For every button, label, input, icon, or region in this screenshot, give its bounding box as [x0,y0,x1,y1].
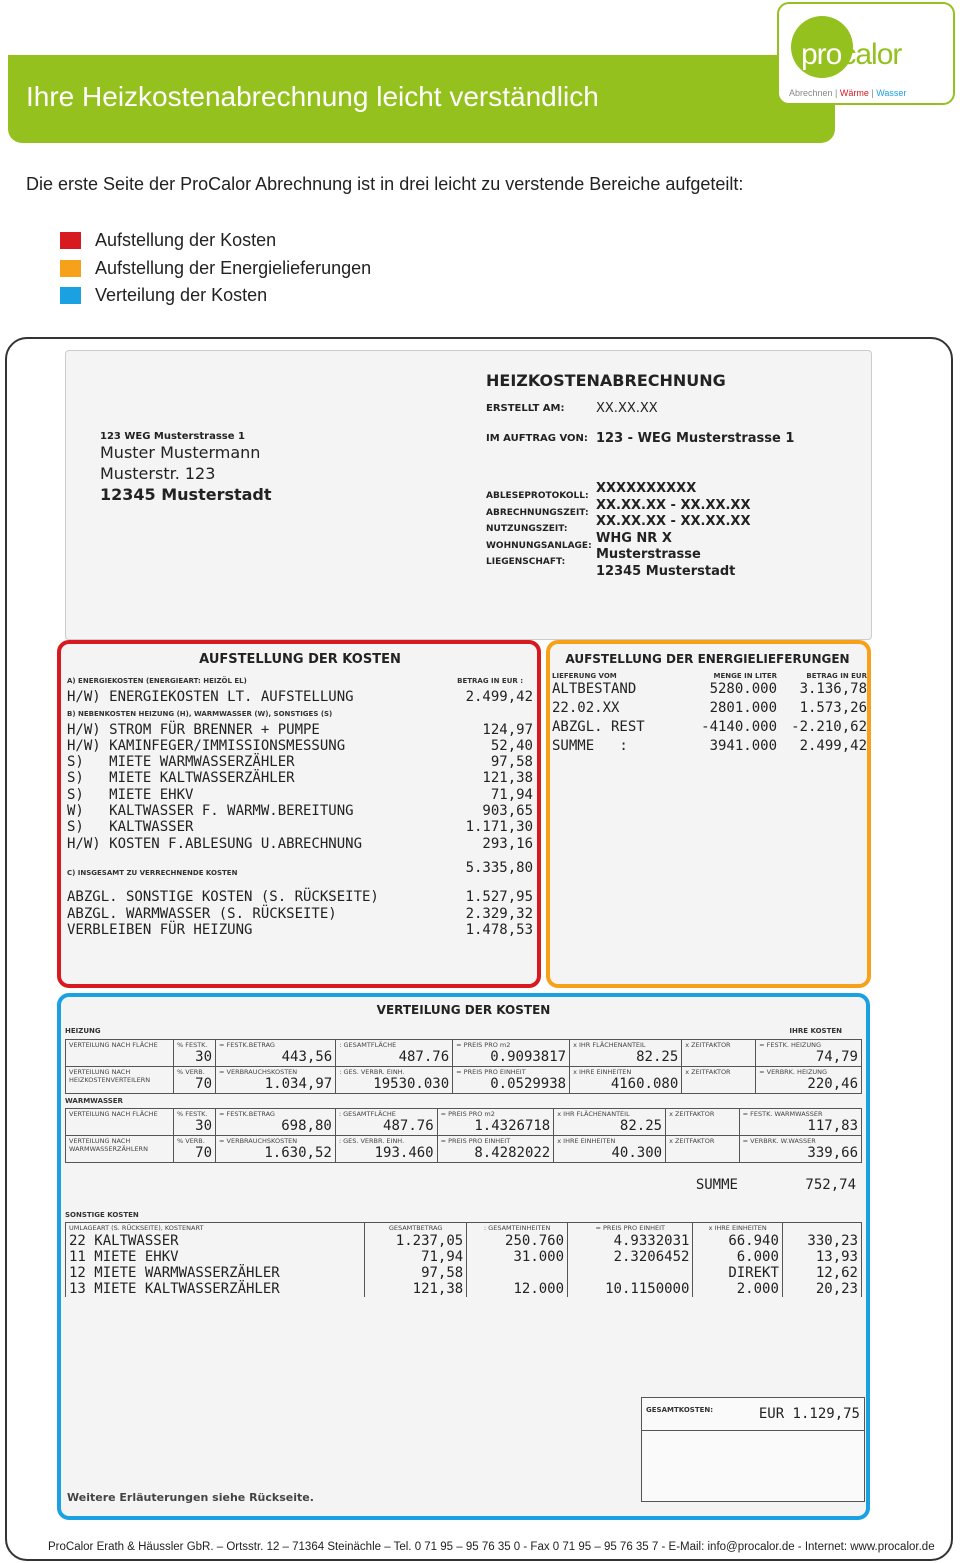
sonstige-cell: 330,23 [782,1233,861,1249]
meta-row [486,514,751,534]
verteilung-cell [682,1040,756,1067]
verteilung-row [66,1067,862,1094]
cell-value: 82.25 [619,1118,663,1135]
verteilung-cell [336,1040,453,1067]
verteilung-kosten: VERTEILUNG DER KOSTEN HEIZUNG IHRE KOSTEN VERTEILUNG NACH FLÄCHE % FESTK. 30 = FESTK.BETRAG 443,56 : GESAMTFLÄCHE 487.76 = PREIS PRO m2 0.9093817 x IHR FLÄCHENANTEIL 82.25 x ZEITFAKTOR = FESTK. HEIZUNG 74,79 VERTEILUNG NACH HEIZKOSTENVERTEILERN % VERB. 70 = VERBRAUCHSKOSTEN 1.034,97 : GES. VERBR. EINH. 19530.030 = PREIS PRO EINHEIT 0.0529938 x IHRE EINHEITEN 4160.080 x ZEITFAKTOR = VERBRK. HEIZUNG 220,46 WARMWASSER VERTEILUNG NACH FLÄCHE % FESTK. 30 = FESTK.BETRAG 698,80 : GESAMTFLÄCHE 487.76 = PREIS PRO m2 1.4326718 x IHR FLÄCHENANTEIL 82.25 x ZEITFAKTOR = FESTK. WARMWASSER 117,83 VERTEILUNG NACH WARMWASSERZÄHLERN % VERB. 70 = VERBRAUCHSKOSTEN 1.630,52 : GES. VERBR. EINH. 193.460 = PREIS PRO EINHEIT 8.4282022 x IHRE EINHEITEN 40.300 x ZEITFAKTOR = VERBRK. W.WASSER 339,66 SUMME 752,74 SONSTIGE KOSTEN UMLAGEART (S. RÜCKSEITE), KOSTENART GESAMTBETRAG : GESAMTEINHEITEN = PREIS PRO EINHEIT x IHRE EINHEITEN 22 KALTWASSER 1.237,05 250.760 4.9332031 66.940 330,23 11 MIETE EHKV 71,94 31.000 2.3206452 6.000 13,93 12 MIETE WARMWASSERZÄHLER 97,58 DIREKT 12,62 13 MIETE KALTWASSERZÄHLER 121,38 12.000 10.1150000 2.000 20,23 GESAMTKOSTEN: EUR 1.129,75 Weitere Erläuterungen siehe Rückseite. [57,993,870,1520]
cost-label: W) KALTWASSER F. WARMW.BEREITUNG [67,803,354,820]
verteilung-cell [174,1109,216,1136]
sonstige-cell: 2.3206452 [568,1249,693,1265]
energie-cell: 22.02.XX [552,700,620,716]
sonstige-cell: 2.000 [693,1281,782,1297]
cell-label: = VERBRK. W.WASSER [742,1137,816,1146]
sonstige-row [66,1233,862,1249]
cell-value: 30 [195,1049,212,1066]
cell-label: x IHRE EINHEITEN [557,1137,616,1146]
cost-value: 2.499,42 [465,689,533,706]
cost-value: 293,16 [482,835,533,852]
cell-label: x ZEITFAKTOR [685,1068,731,1077]
verteilung-cell [453,1067,570,1094]
verteilung-label-text: VERTEILUNG NACH WARMWASSERZÄHLERN [69,1137,148,1154]
meta-key: WOHNUNGSANLAGE: [486,540,592,551]
cell-value: 70 [195,1076,212,1093]
verteilung-cell [666,1136,740,1163]
cost-row [67,906,533,922]
cell-value: 220,46 [807,1076,858,1093]
verteilung-label [66,1109,174,1136]
verteilung-label [66,1040,174,1067]
meta-key: NUTZUNGSZEIT: [486,524,568,534]
aufstellung-kosten: AUFSTELLUNG DER KOSTEN A) ENERGIEKOSTEN (ENERGIEART: HEIZÖL EL) BETRAG IN EUR : H/W) ENERGIEKOSTEN LT. AUFSTELLUNG 2.499,42 B) NEBENKOSTEN HEIZUNG (H), WARMWASSER (W), SONSTIGES (S) H/W) STROM FÜR BRENNER + PUMPE 124,97 H/W) KAMINFEGER/IMMISSIONSMESSUNG 52,40 S) MIETE WARMWASSERZÄHLER 97,58 S) MIETE KALTWASSERZÄHLER 121,38 S) MIETE EHKV 71,94 W) KALTWASSER F. WARMW.BEREITUNG 903,65 S) KALTWASSER 1.171,30 H/W) KOSTEN F.ABLESUNG U.ABRECHNUNG 293,16 C) INSGESAMT ZU VERRECHNENDE KOSTEN 5.335,80 ABZGL. SONSTIGE KOSTEN (S. RÜCKSEITE) 1.527,95 ABZGL. WARMWASSER (S. RÜCKSEITE) 2.329,32 VERBLEIBEN FÜR HEIZUNG 1.478,53 [57,640,541,988]
verteilung-cell [437,1109,554,1136]
verteilung-cell [336,1067,453,1094]
energie-col-header: MENGE IN LITER [713,672,777,680]
cost-value: 1.527,95 [465,889,533,906]
cost-value: 903,65 [482,803,533,820]
cost-row [67,689,533,705]
verteilung-row [66,1109,862,1136]
cost-value: 124,97 [482,721,533,738]
meta-value: Musterstrasse [596,547,701,562]
sonstige-row [66,1249,862,1265]
verteilung-cell [453,1040,570,1067]
sonstige-cell [467,1265,568,1281]
cell-label: x ZEITFAKTOR [669,1137,715,1146]
aufstellung-energielieferungen: AUFSTELLUNG DER ENERGIELIEFERUNGEN LIEFERUNG VOM MENGE IN LITER BETRAG IN EUR ALTBESTAND 5280.000 3.136,78 22.02.XX 2801.000 1.573,26 ABZGL. REST -4140.000 -2.210,62 SUMME : 3941.000 2.499,42 [546,640,871,988]
energie-cell: ABZGL. REST [552,719,645,735]
sonstige-header [66,1223,862,1234]
verteilung-cell [682,1067,756,1094]
sonstige-cell: 66.940 [693,1233,782,1249]
verteilung-cell [335,1109,437,1136]
legend-label: Aufstellung der Kosten [95,230,277,250]
footer: ProCalor Erath & Häussler GbR. – Ortsstr. 12 – 71364 Steinächle – Tel. 0 71 95 – 95 76 35 0 - Fax 0 71 95 – 95 76 35 7 - E-Mail: info@procalor.de - Internet: www.procalor.de [48,1541,935,1553]
sonstige-col-header [782,1223,861,1234]
cell-label: = PREIS PRO m2 [440,1110,495,1119]
sonstige-cell: 31.000 [467,1249,568,1265]
verteilung-cell [739,1136,861,1163]
sonstige-row [66,1265,862,1281]
cost-label: S) KALTWASSER [67,819,194,836]
verteilung-row [66,1040,862,1067]
sonstige-cell [568,1265,693,1281]
cost-value: 1.478,53 [465,921,533,938]
cost-row [67,803,533,819]
verteilung-label [66,1136,174,1163]
cost-row [67,738,533,754]
verteilung-cell [174,1067,216,1094]
sonstige-col-header: : GESAMTEINHEITEN [467,1223,568,1234]
sonstige-cell: 6.000 [693,1249,782,1265]
cell-value: 8.4282022 [474,1145,551,1162]
cell-value: 487.76 [398,1049,450,1066]
sonstige-cell: 10.1150000 [568,1281,693,1297]
title-banner [8,55,835,143]
cell-label: x ZEITFAKTOR [669,1110,715,1119]
cell-label: = PREIS PRO EINHEIT [440,1137,511,1146]
cell-label: = VERBRAUCHSKOSTEN [219,1068,298,1077]
doc-title: HEIZKOSTENABRECHNUNG [486,371,726,390]
meta-value: XX.XX.XX - XX.XX.XX [596,497,751,513]
meta-key: ABLESEPROTOKOLL: [486,491,589,501]
intro-text: Die erste Seite der ProCalor Abrechnung ist in drei leicht zu verstende Bereiche aufgeteilt: [26,174,744,194]
meta-value: XX.XX.XX - XX.XX.XX [596,514,751,529]
legend-label: Aufstellung der Energielieferungen [95,257,372,278]
sonstige-row [66,1281,862,1297]
cell-label: : GES. VERBR. EINH. [339,1068,405,1077]
cell-label: = FESTK. WARMWASSER [742,1110,823,1119]
sonstige-cell: 22 KALTWASSER [66,1233,365,1249]
verteilung-cell [216,1109,336,1136]
legend-item [60,230,276,251]
verteilung-label-text: VERTEILUNG NACH FLÄCHE [69,1110,158,1119]
cell-label: % VERB. [177,1137,205,1146]
cost-label: H/W) ENERGIEKOSTEN LT. AUFSTELLUNG [67,689,354,706]
verteilung-cell [554,1109,666,1136]
cell-value: 1.4326718 [474,1118,551,1135]
verteilung-cell [570,1067,682,1094]
energie-cell: 2.499,42 [799,738,867,754]
cell-value: 1.630,52 [264,1145,332,1162]
cell-label: x IHRE EINHEITEN [573,1068,632,1077]
energie-cell: 3941.000 [709,738,777,754]
meta-key: ABRECHNUNGSZEIT: [486,507,589,518]
procalor-logo: procalor Abrechnen | Wärme | Wasser [777,2,955,105]
cost-row [67,819,533,835]
energie-cell: -2.210,62 [791,719,867,735]
cell-label: = FESTK. HEIZUNG [759,1041,821,1050]
verteilung-label [66,1067,174,1094]
legend-item [60,258,371,279]
cost-value: 71,94 [490,786,533,803]
energie-cell: 1.573,26 [799,700,867,716]
cost-value: 1.171,30 [465,819,533,836]
energie-cell: 5280.000 [709,681,777,697]
cell-label: x IHR FLÄCHENANTEIL [573,1041,646,1050]
sonstige-cell: 20,23 [782,1281,861,1297]
cell-label: = FESTK.BETRAG [219,1110,275,1119]
cost-row [67,754,533,770]
cell-label: = PREIS PRO EINHEIT [456,1068,526,1077]
cost-label: S) MIETE EHKV [67,786,194,803]
sonstige-col-header: UMLAGEART (S. RÜCKSEITE), KOSTENART [66,1223,365,1234]
cost-label: H/W) KAMINFEGER/IMMISSIONSMESSUNG [67,737,346,754]
cost-row [67,787,533,803]
cell-value: 40.300 [611,1145,663,1162]
meta-row [486,530,672,551]
sonstige-cell: 71,94 [365,1249,467,1265]
cost-value: 121,38 [482,770,533,787]
cell-value: 117,83 [807,1118,858,1135]
cell-value: 698,80 [281,1118,332,1135]
cost-label: H/W) KOSTEN F.ABLESUNG U.ABRECHNUNG [67,835,363,852]
cost-label: VERBLEIBEN FÜR HEIZUNG [67,921,253,938]
cost-row [67,836,533,852]
verteilung-cell [739,1109,861,1136]
cost-value: 97,58 [490,754,533,771]
cell-label: : GES. VERBR. EINH. [338,1137,405,1146]
verteilung-cell [756,1040,862,1067]
meta-row [486,497,751,518]
cost-label: ABZGL. SONSTIGE KOSTEN (S. RÜCKSEITE) [67,889,379,906]
sonstige-cell: 250.760 [467,1233,568,1249]
energie-cell: 2801.000 [709,700,777,716]
cell-value: 487.76 [383,1118,434,1135]
cell-label: x IHR FLÄCHENANTEIL [557,1110,630,1119]
cost-row [67,770,533,786]
cost-label: ABZGL. WARMWASSER (S. RÜCKSEITE) [67,905,337,922]
verteilung-cell [437,1136,554,1163]
meta-row [486,563,736,583]
sonstige-cell: 11 MIETE EHKV [66,1249,365,1265]
cell-label: x ZEITFAKTOR [685,1041,731,1050]
cell-label: = VERBRAUCHSKOSTEN [219,1137,298,1146]
energie-col-header: LIEFERUNG VOM [552,672,617,680]
cell-value: 30 [195,1118,212,1135]
sonstige-cell: 12 MIETE WARMWASSERZÄHLER [66,1265,365,1281]
sonstige-cell: DIREKT [693,1265,782,1281]
cell-value: 19530.030 [373,1076,450,1093]
cell-label: % FESTK. [177,1041,208,1050]
cost-label: S) MIETE KALTWASSERZÄHLER [67,770,295,787]
verteilung-cell [174,1136,216,1163]
verteilung-cell [335,1136,437,1163]
legend-swatch [60,287,81,304]
cell-value: 74,79 [815,1049,858,1066]
verteilung-cell [666,1109,740,1136]
verteilung-cell [570,1040,682,1067]
legend-swatch [60,260,81,277]
hinweis-text: Weitere Erläuterungen siehe Rückseite. [67,1491,314,1504]
energie-cell: -4140.000 [701,719,777,735]
cost-label: S) MIETE WARMWASSERZÄHLER [67,754,295,771]
cost-row [67,722,533,738]
sonstige-cell: 97,58 [365,1265,467,1281]
meta-row [486,481,697,501]
meta-key: LIEGENSCHAFT: [486,557,566,567]
verteilung-cell [554,1136,666,1163]
sonstige-col-header: x IHRE EINHEITEN [693,1223,782,1234]
sonstige-cell: 12.000 [467,1281,568,1297]
meta-value: 12345 Musterstadt [596,563,736,579]
sonstige-cell: 121,38 [365,1281,467,1297]
cell-label: = VERBRK. HEIZUNG [759,1068,828,1077]
energie-cell: 3.136,78 [799,681,867,697]
verteilung-label-text: VERTEILUNG NACH FLÄCHE [69,1041,158,1050]
energie-cell: SUMME : [552,738,628,754]
sonstige-col-header: GESAMTBETRAG [365,1223,467,1234]
sonstige-cell: 4.9332031 [568,1233,693,1249]
cell-value: 0.0529938 [490,1076,567,1093]
cost-value: 52,40 [490,737,533,754]
cell-label: : GESAMTFLÄCHE [339,1041,397,1050]
sonstige-cell: 12,62 [782,1265,861,1281]
energie-cell: ALTBESTAND [552,681,637,697]
page-title: Ihre Heizkostenabrechnung leicht verständlich [26,81,599,112]
sonstige-cell: 13 MIETE KALTWASSERZÄHLER [66,1281,365,1297]
cell-value: 0.9093817 [490,1049,567,1066]
sonstige-cell: 1.237,05 [365,1233,467,1249]
verteilung-cell [216,1067,336,1094]
verteilung-cell [216,1136,336,1163]
cost-row [67,922,533,938]
verteilung-label-text: VERTEILUNG NACH HEIZKOSTENVERTEILERN [69,1068,151,1085]
verteilung-cell [756,1067,862,1094]
gesamtkosten-box: GESAMTKOSTEN: EUR 1.129,75 [641,1397,865,1502]
cell-value: 443,56 [281,1049,333,1066]
meta-list [486,481,751,582]
meta-value: WHG NR X [596,530,672,546]
cell-label: % VERB. [177,1068,205,1077]
energie-col-header: BETRAG IN EUR [806,672,867,680]
recipient-address: 123 WEG Musterstrasse 1 Muster Mustermann Musterstr. 123 12345 Musterstadt [100,431,272,504]
cost-row [67,889,533,905]
cost-value: 2.329,32 [465,905,533,922]
legend-item [60,285,267,306]
cost-label: H/W) STROM FÜR BRENNER + PUMPE [67,721,320,738]
cell-value: 1.034,97 [264,1076,333,1093]
cell-value: 193.460 [374,1145,434,1162]
cell-value: 4160.080 [610,1076,679,1093]
cell-label: = FESTK.BETRAG [219,1041,275,1050]
legend-swatch [60,232,81,249]
sonstige-col-header: = PREIS PRO EINHEIT [568,1223,693,1234]
document-header: HEIZKOSTENABRECHNUNG ERSTELLT AM: XX.XX.XX IM AUFTRAG VON: 123 - WEG Musterstrasse 1 123 WEG Musterstrasse 1 Muster Mustermann Musterstr. 123 12345 Musterstadt ABLESEPROTOKOLL: XXXXXXXXXX ABRECHNUNGSZEIT: XX.XX.XX - XX.XX.XX NUTZUNGSZEIT: XX.XX.XX - XX.XX.XX WOHNUNGSANLAGE: WHG NR X LIEGENSCHAFT: Musterstrasse 12345 Musterstadt [65,350,872,640]
cell-label: : GESAMTFLÄCHE [338,1110,396,1119]
sonstige-cell: 13,93 [782,1249,861,1265]
cell-label: % FESTK. [177,1110,208,1119]
cell-value: 70 [195,1145,212,1162]
verteilung-row [66,1136,862,1163]
verteilung-cell [174,1040,216,1067]
meta-value: XXXXXXXXXX [596,481,697,496]
meta-row [486,547,701,567]
verteilung-cell [216,1040,336,1067]
cell-value: 82.25 [636,1049,679,1066]
legend-label: Verteilung der Kosten [95,285,268,305]
cell-value: 339,66 [807,1145,858,1162]
cell-label: = PREIS PRO m2 [456,1041,511,1050]
